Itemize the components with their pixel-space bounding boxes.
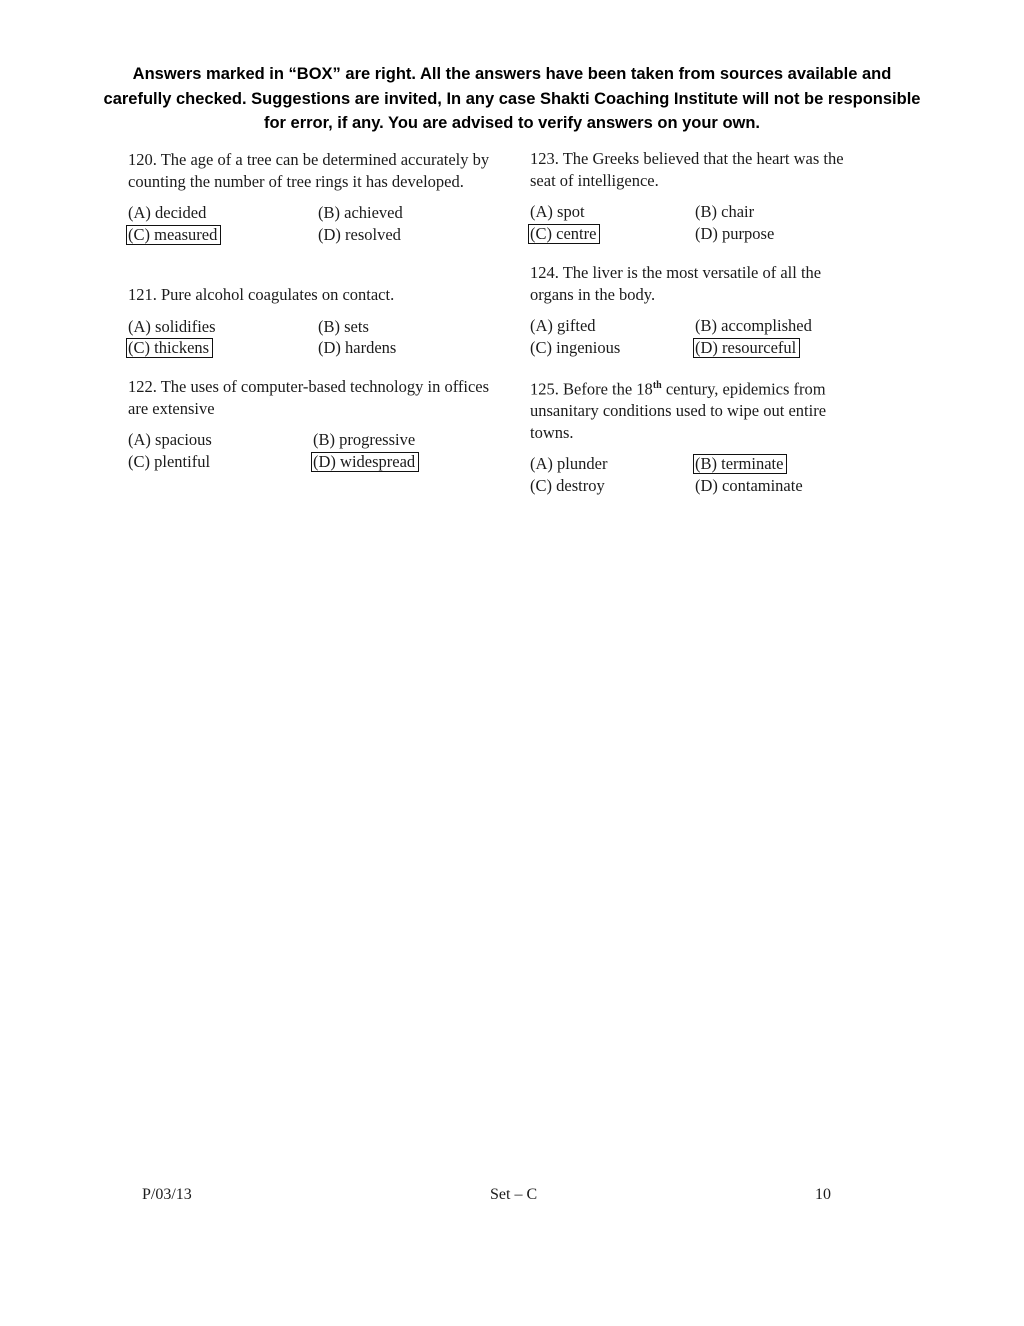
option-b-correct (695, 453, 860, 475)
footer-paper-code: P/03/13 (142, 1186, 192, 1203)
answer-box: (B) terminate (693, 454, 787, 474)
answer-box: (C) measured (126, 225, 221, 245)
question-text: 121. Pure alcohol coagulates on contact. (128, 285, 395, 304)
option-b: (B) chair (695, 202, 755, 221)
option-c: (C) plentiful (128, 451, 211, 471)
options (530, 315, 860, 358)
options (128, 429, 498, 472)
option-c-correct (530, 223, 695, 245)
question-122 (128, 376, 498, 472)
option-c: (C) destroy (530, 475, 605, 495)
options (530, 201, 860, 244)
footer-set: Set – C (490, 1186, 538, 1203)
option-d-correct (313, 451, 498, 473)
options (128, 316, 508, 359)
option-c-correct (128, 337, 318, 359)
option-d: (D) resolved (318, 224, 401, 244)
option-d: (D) contaminate (695, 475, 803, 495)
question-124 (530, 262, 860, 358)
answer-box: (D) resourceful (693, 338, 800, 358)
ordinal-suffix: th (652, 380, 662, 391)
option-a: (A) decided (128, 203, 207, 222)
option-b: (B) sets (318, 316, 369, 336)
options (530, 453, 860, 496)
question-text: 120. The age of a tree can be determined accurately by counting the number of tree rings it has developed. (128, 150, 490, 191)
question-text: 125. Before the 18th century, epidemics from unsanitary conditions used to wipe out entire towns. (530, 379, 827, 442)
options (128, 202, 508, 245)
option-c: (C) ingenious (530, 337, 621, 357)
question-text: 123. The Greeks believed that the heart was the seat of intelligence. (530, 149, 844, 190)
answer-box: (C) thickens (126, 338, 213, 358)
question-120 (128, 149, 508, 245)
option-b: (B) progressive (313, 430, 416, 449)
question-121 (128, 284, 508, 359)
option-a: (A) spacious (128, 430, 212, 449)
option-b: (B) achieved (318, 203, 403, 222)
footer-page-number: 10 (815, 1186, 831, 1203)
question-text: 122. The uses of computer-based technology in offices are extensive (128, 377, 490, 418)
option-d: (D) hardens (318, 338, 397, 357)
option-a: (A) plunder (530, 454, 608, 473)
answer-box: (C) centre (528, 224, 600, 244)
option-c-correct (128, 224, 318, 246)
option-b: (B) accomplished (695, 316, 812, 335)
answer-box: (D) widespread (311, 452, 419, 472)
option-d: (D) purpose (695, 223, 775, 243)
question-125 (530, 375, 860, 496)
option-a: (A) solidifies (128, 316, 216, 336)
option-d-correct (695, 337, 860, 359)
question-text: 124. The liver is the most versatile of all the organs in the body. (530, 263, 822, 304)
option-a: (A) spot (530, 202, 585, 221)
question-123 (530, 148, 860, 244)
answer-notice: Answers marked in “BOX” are right. All the answers have been taken from sources available and carefully checked. Suggestions are invited, In any case Shakti Coaching Institute will not be responsible for error, if any. You are advised to verify answers on your own. (103, 65, 921, 132)
option-a: (A) gifted (530, 316, 596, 335)
